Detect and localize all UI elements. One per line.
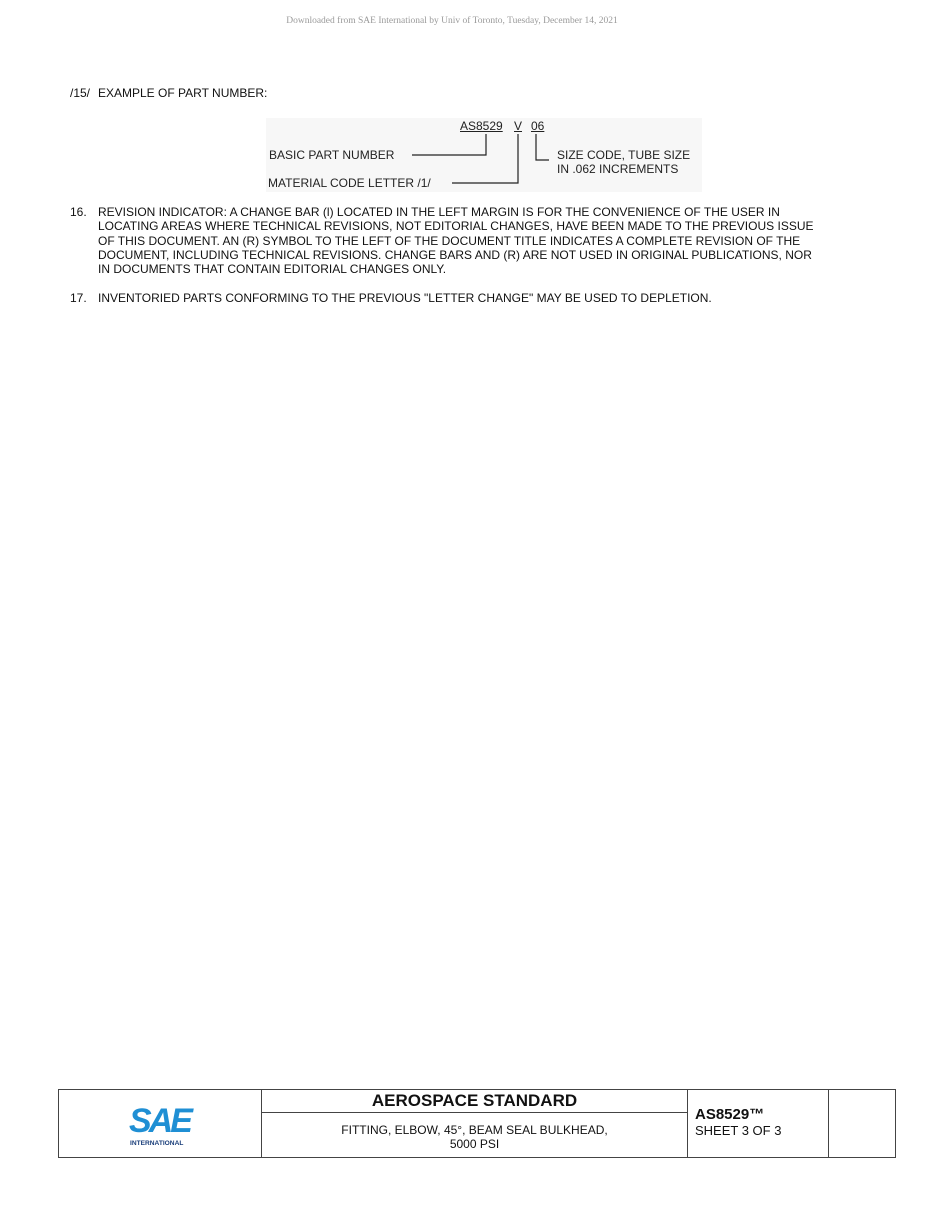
item-16-line: REVISION INDICATOR: A CHANGE BAR (l) LOCATED IN THE LEFT MARGIN IS FOR THE CONVENIENCE OF THE USER IN (98, 205, 780, 219)
document-number-cell (688, 1090, 829, 1157)
sae-logo-wordmark: SAE (129, 1103, 190, 1140)
item-16-line: LOCATING AREAS WHERE TECHNICAL REVISIONS, NOT EDITORIAL CHANGES, HAVE BEEN MADE TO THE PREVIOUS ISSUE (98, 219, 814, 234)
title-block (58, 1089, 896, 1158)
part-number-diagram (266, 118, 702, 192)
note-15 (70, 86, 267, 100)
note-15-text: EXAMPLE OF PART NUMBER: (98, 86, 268, 100)
code-size: 06 (531, 119, 545, 133)
item-17-line: INVENTORIED PARTS CONFORMING TO THE PREVIOUS "LETTER CHANGE" MAY BE USED TO DEPLETION. (98, 291, 712, 305)
document-number: AS8529™ (695, 1106, 765, 1123)
note-15-number: /15/ (70, 86, 91, 100)
title-block-center (262, 1090, 688, 1157)
item-16-line: DOCUMENT, INCLUDING TECHNICAL REVISIONS. CHANGE BARS AND (R) ARE NOT USED IN ORIGINAL PUBLICATIONS, NOR (98, 247, 812, 262)
sheet-indicator: SHEET 3 OF 3 (695, 1123, 782, 1138)
standard-type-header: AEROSPACE STANDARD (262, 1090, 687, 1113)
item-17-text (98, 291, 860, 305)
item-16-line: OF THIS DOCUMENT. AN (R) SYMBOL TO THE LEFT OF THE DOCUMENT TITLE INDICATES A COMPLETE REVISION OF THE (98, 233, 801, 248)
label-size-code-line2: IN .062 INCREMENTS (557, 162, 679, 176)
item-16 (70, 205, 860, 276)
item-16-text (98, 205, 860, 276)
description-line: 5000 PSI (449, 1137, 500, 1151)
sae-logo-subtitle: INTERNATIONAL (130, 1140, 184, 1147)
code-basic-part: AS8529 (460, 119, 503, 133)
item-16-number: 16. (70, 205, 87, 219)
title-block-blank-cell (829, 1090, 895, 1157)
document-description (262, 1113, 687, 1157)
code-material-letter: V (514, 119, 523, 133)
sae-logo (129, 1103, 199, 1147)
item-17-number: 17. (70, 291, 87, 305)
label-size-code-line1: SIZE CODE, TUBE SIZE (557, 148, 691, 162)
download-watermark: Downloaded from SAE International by Univ of Toronto, Tuesday, December 14, 2021 (286, 16, 618, 26)
description-line: FITTING, ELBOW, 45°, BEAM SEAL BULKHEAD, (341, 1123, 608, 1137)
item-17 (70, 291, 860, 305)
title-block-logo-cell (59, 1090, 262, 1157)
item-16-line: IN DOCUMENTS THAT CONTAIN EDITORIAL CHANGES ONLY. (98, 262, 447, 277)
label-material-code-letter: MATERIAL CODE LETTER /1/ (268, 176, 431, 190)
label-basic-part-number: BASIC PART NUMBER (269, 148, 395, 162)
